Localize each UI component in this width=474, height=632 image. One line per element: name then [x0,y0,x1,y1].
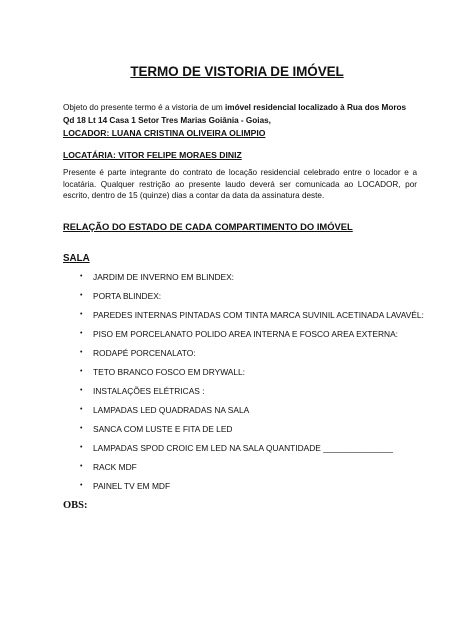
item-label: LAMPADAS SPOD CROIC EM LED NA SALA QUANTIDADE _______________ [93,443,394,453]
bullet-icon: • [80,387,83,394]
bullet-icon: • [80,292,83,299]
section-heading: RELAÇÃO DO ESTADO DE CADA COMPARTIMENTO DO IMÓVEL [63,221,353,232]
item-label: LAMPADAS LED QUADRADAS NA SALA [93,405,250,415]
item-label: RODAPÉ PORCENALATO: [93,348,196,358]
terms-paragraph: Presente é parte integrante do contrato de locação residencial celebrado entre o locador e a locatária. Qualquer restrição ao presente laudo deverá ser comunicada ao LOCADOR, por escrito, dentro de 15 (quinze) dias a contar da data da assinatura deste. [63,168,417,200]
locataria-line: LOCATÁRIA: VITOR FELIPE MORAES DINIZ [63,150,242,160]
bullet-icon: • [80,425,83,432]
bullet-icon: • [80,311,83,318]
bullet-icon: • [80,273,83,280]
item-label: JARDIM DE INVERNO EM BLINDEX: [93,272,235,282]
intro-address: imóvel residencial localizado à Rua dos Moros Qd 18 Lt 14 Casa 1 Setor Tres Marias Goiânia - Goias, [63,103,407,125]
item-label: TETO BRANCO FOSCO EM DRYWALL: [93,367,246,377]
bullet-icon: • [80,330,83,337]
item-label: PISO EM PORCELANATO POLIDO AREA INTERNA E FOSCO AREA EXTERNA: [93,329,398,339]
locador-line: LOCADOR: LUANA CRISTINA OLIVEIRA OLIMPIO [63,128,266,138]
item-label: PAINEL TV EM MDF [93,481,171,491]
intro-text [63,101,417,127]
item-label: INSTALAÇÕES ELÉTRICAS : [93,386,205,396]
item-label: PAREDES INTERNAS PINTADAS COM TINTA MARCA SUVINIL ACETINADA LAVAVÉL: [93,310,424,320]
bullet-icon: • [80,368,83,375]
bullet-icon: • [80,349,83,356]
item-label: PORTA BLINDEX: [93,291,162,301]
bullet-icon: • [80,482,83,489]
bullet-icon: • [80,406,83,413]
document-title: TERMO DE VISTORIA DE IMÓVEL [130,64,344,79]
room-heading-sala: SALA [63,253,90,264]
bullet-icon: • [80,463,83,470]
obs-label: OBS: [63,500,88,511]
intro-prefix: Objeto do presente termo é a vistoria de um [63,103,226,112]
item-label: SANCA COM LUSTE E FITA DE LED [93,424,233,434]
item-label: RACK MDF [93,462,137,472]
bullet-icon: • [80,444,83,451]
